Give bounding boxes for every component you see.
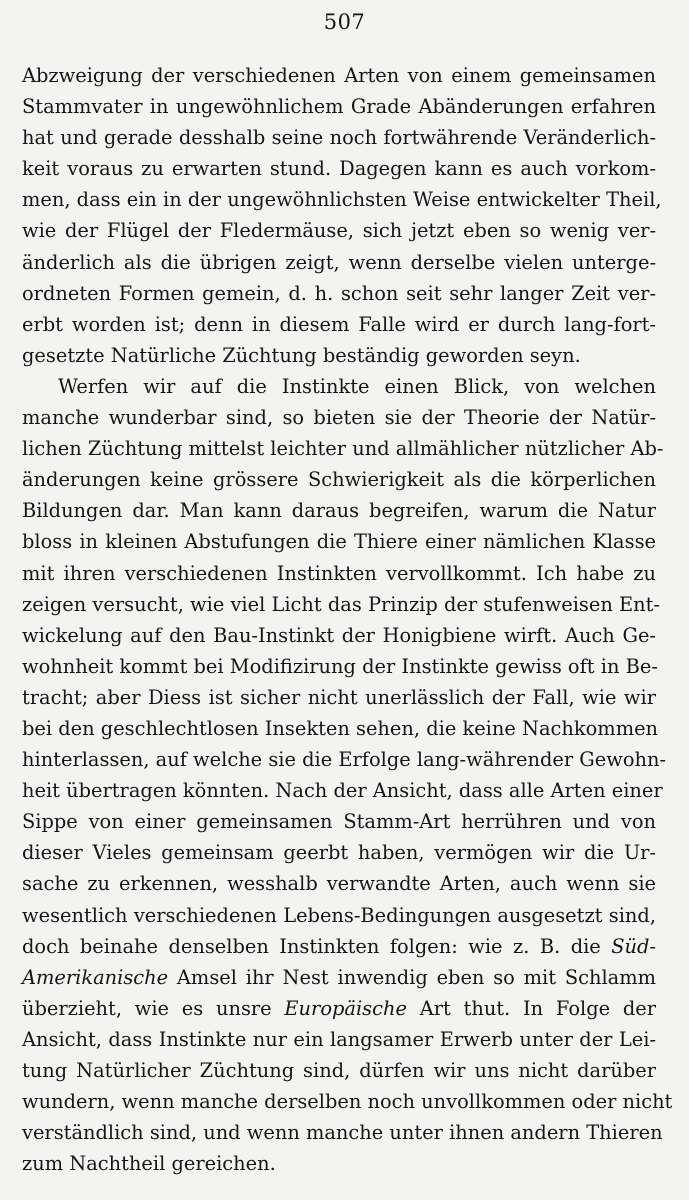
paragraph-1 <box>22 60 662 371</box>
text-line: keit voraus zu erwarten stund. Dagegen kann es auch vorkom- <box>22 157 656 181</box>
text-line: manche wunderbar sind, so bieten sie der Theorie der Natür- <box>22 406 656 430</box>
text-line: Werfen wir auf die Instinkte einen Blick, von welchen <box>58 374 656 398</box>
text-line: gesetzte Natürliche Züchtung beständig geworden seyn. <box>22 343 581 367</box>
text-line: Abzweigung der verschiedenen Arten von einem gemeinsamen <box>22 64 656 87</box>
italic-term: Süd- <box>611 934 656 958</box>
text-line <box>22 993 656 1024</box>
text-line: Bildungen dar. Man kann daraus begreifen, warum die Natur <box>22 499 656 523</box>
text-run: doch beinahe denselben Instinkten folgen: wie z. B. die <box>22 934 612 958</box>
text-line: men, dass ein in der ungewöhnlichsten Weise entwickelter Theil, <box>22 188 662 212</box>
text-line <box>22 931 656 962</box>
text-line: Stammvater in ungewöhnlichem Grade Abänderungen erfahren <box>22 95 656 119</box>
text-line: zeigen versucht, wie viel Licht das Prinzip der stufenweisen Ent- <box>22 592 660 616</box>
text-run: Art thut. In Folge der <box>406 996 657 1020</box>
body-text <box>22 60 673 1179</box>
text-line <box>22 962 656 993</box>
text-line: verständlich sind, und wenn manche unter ihnen andern Thieren <box>22 1121 663 1145</box>
text-run: Amsel ihr Nest inwendig eben so mit Schlamm <box>168 965 656 989</box>
text-line: wie der Flügel der Fledermäuse, sich jetzt eben so wenig ver- <box>22 219 656 243</box>
text-line: wickelung auf den Bau-Instinkt der Honigbiene wirft. Auch Ge- <box>22 623 656 647</box>
italic-term: Amerikanische <box>22 965 169 989</box>
text-line: tracht; aber Diess ist sicher nicht unerlässlich der Fall, wie wir <box>22 685 656 709</box>
text-line: hat und gerade desshalb seine noch fortwährende Veränderlich- <box>22 126 656 150</box>
text-line: änderlich als die übrigen zeigt, wenn derselbe vielen unterge- <box>22 250 656 274</box>
text-line: bloss in kleinen Abstufungen die Thiere einer nämlichen Klasse <box>22 530 656 554</box>
text-line: tung Natürlicher Züchtung sind, dürfen wir uns nicht darüber <box>22 1059 656 1082</box>
paragraph-2 <box>22 371 673 1179</box>
text-line: wundern, wenn manche derselben noch unvollkommen oder nicht <box>22 1090 673 1114</box>
text-line: ordneten Formen gemein, d. h. schon seit sehr langer Zeit ver- <box>22 281 656 305</box>
text-line: zum Nachtheil gereichen. <box>22 1152 276 1176</box>
text-line: dieser Vieles gemeinsam geerbt haben, vermögen wir die Ur- <box>22 841 656 865</box>
page-number: 507 <box>323 10 366 34</box>
text-line: lichen Züchtung mittelst leichter und allmählicher nützlicher Ab- <box>22 437 664 461</box>
text-line: erbt worden ist; denn in diesem Falle wird er durch lang-fort- <box>22 312 656 336</box>
italic-term: Europäische <box>284 996 407 1020</box>
text-line: mit ihren verschiedenen Instinkten vervollkommt. Ich habe zu <box>22 561 656 585</box>
text-line: heit übertragen könnten. Nach der Ansicht, dass alle Arten einer <box>22 779 663 803</box>
text-line: wesentlich verschiedenen Lebens-Bedingungen ausgesetzt sind, <box>22 903 656 927</box>
text-line: sache zu erkennen, wesshalb verwandte Arten, auch wenn sie <box>22 872 656 896</box>
text-line: wohnheit kommt bei Modifizirung der Instinkte gewiss oft in Be- <box>22 654 658 678</box>
text-line: Sippe von einer gemeinsamen Stamm-Art herrühren und von <box>22 810 656 834</box>
text-line: änderungen keine grössere Schwierigkeit als die körperlichen <box>22 468 656 492</box>
text-run: überzieht, wie es unsre <box>22 996 285 1020</box>
text-line: Ansicht, dass Instinkte nur ein langsamer Erwerb unter der Lei- <box>22 1027 656 1051</box>
text-line: hinterlassen, auf welche sie die Erfolge lang-währender Gewohn- <box>22 748 667 772</box>
text-line: bei den geschlechtlosen Insekten sehen, die keine Nachkommen <box>22 716 659 740</box>
